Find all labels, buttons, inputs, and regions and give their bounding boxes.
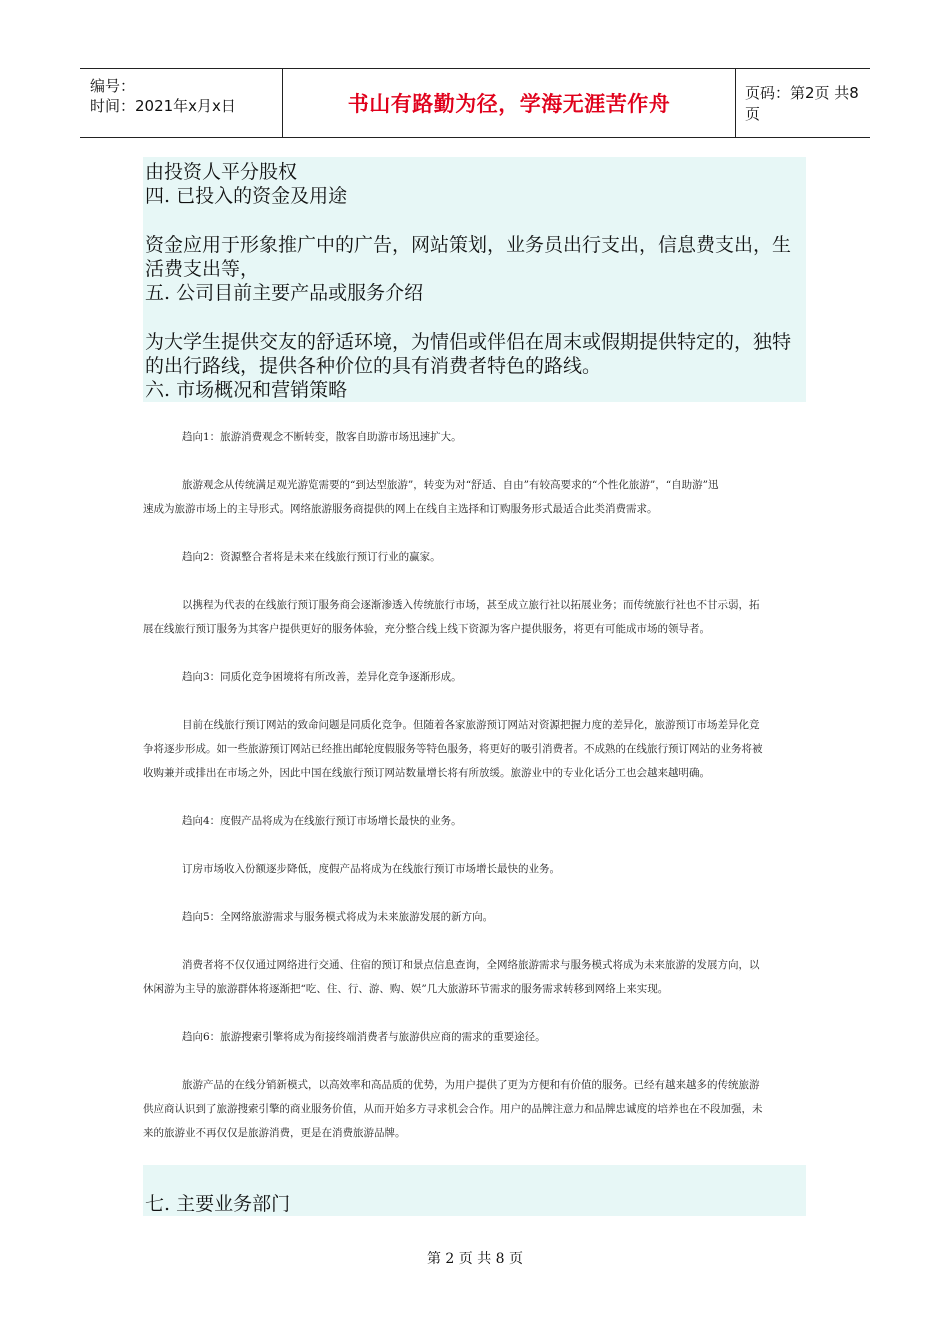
section-7-title: 七. 主要业务部门 bbox=[145, 1193, 291, 1215]
trend-1-body-line1: 旅游观念从传统满足观光游览需要的“到达型旅游”，转变为对“舒适、自由”有较高要求的“个性化旅游”，“自助游”迅 bbox=[182, 479, 719, 491]
section-4-body-line2: 活费支出等， bbox=[145, 258, 260, 280]
section-5-body-line2: 的出行路线，提供各种价位的具有消费者特色的路线。 bbox=[145, 355, 602, 377]
section-4-title: 四. 已投入的资金及用途 bbox=[145, 185, 348, 207]
trend-6-title: 趋向6：旅游搜索引擎将成为衔接终端消费者与旅游供应商的需求的重要途径。 bbox=[182, 1031, 546, 1043]
trend-2-body-line2: 展在线旅行预订服务为其客户提供更好的服务体验，充分整合线上线下资源为客户提供服务，将更有可能成市场的领导者。 bbox=[143, 623, 710, 635]
trend-2-title: 趋向2：资源整合者将是未来在线旅行预订行业的赢家。 bbox=[182, 551, 441, 563]
page-footer: 第 2 页 共 8 页 bbox=[426, 1251, 524, 1267]
document-time-label: 时间：2021年x月x日 bbox=[90, 97, 236, 115]
header-meta-cell bbox=[80, 69, 282, 137]
trend-1-title: 趋向1：旅游消费观念不断转变，散客自助游市场迅速扩大。 bbox=[182, 431, 462, 443]
trend-4-title: 趋向4：度假产品将成为在线旅行预订市场增长最快的业务。 bbox=[182, 815, 462, 827]
trend-2-body-line1: 以携程为代表的在线旅行预订服务商会逐渐渗透入传统旅行市场，甚至成立旅行社以拓展业务；而传统旅行社也不甘示弱，拓 bbox=[182, 599, 760, 611]
header-page-info: 页码：第2页 共8页 bbox=[745, 84, 859, 123]
page-header bbox=[80, 68, 870, 138]
trend-3-title: 趋向3：同质化竞争困境将有所改善，差异化竞争逐渐形成。 bbox=[182, 671, 462, 683]
header-slogan-cell bbox=[282, 69, 736, 137]
section-6-title: 六. 市场概况和营销策略 bbox=[145, 379, 348, 401]
trend-1-body-line2: 速成为旅游市场上的主导形式。网络旅游服务商提供的网上在线自主选择和订购服务形式最适合此类消费需求。 bbox=[143, 503, 658, 515]
header-page-cell bbox=[735, 69, 870, 137]
section-5-body-line1: 为大学生提供交友的舒适环境，为情侣或伴侣在周末或假期提供特定的，独特 bbox=[145, 331, 792, 353]
trend-5-title: 趋向5：全网络旅游需求与服务模式将成为未来旅游发展的新方向。 bbox=[182, 911, 494, 923]
trend-5-body-line1: 消费者将不仅仅通过网络进行交通、住宿的预订和景点信息查询，全网络旅游需求与服务模式将成为未来旅游的发展方向，以 bbox=[182, 959, 760, 971]
equity-line: 由投资人平分股权 bbox=[145, 161, 298, 183]
trend-3-body-line2: 争将逐步形成。如一些旅游预订网站已经推出邮轮度假服务等特色服务，将更好的吸引消费者。不成熟的在线旅行预订网站的业务将被 bbox=[143, 743, 763, 755]
trend-3-body-line1: 目前在线旅行预订网站的致命问题是同质化竞争。但随着各家旅游预订网站对资源把握力度的差异化，旅游预订市场差异化竞 bbox=[182, 719, 760, 731]
trend-6-body-line2: 供应商认识到了旅游搜索引擎的商业服务价值，从而开始多方寻求机会合作。用户的品牌注意力和品牌忠诚度的培养也在不段加强，未 bbox=[143, 1103, 763, 1115]
section-5-title: 五. 公司目前主要产品或服务介绍 bbox=[145, 282, 424, 304]
header-slogan: 书山有路勤为径，学海无涯苦作舟 bbox=[347, 92, 671, 116]
section-4-body-line1: 资金应用于形象推广中的广告，网站策划，业务员出行支出，信息费支出，生 bbox=[145, 234, 792, 256]
trend-6-body-line1: 旅游产品的在线分销新模式，以高效率和高品质的优势，为用户提供了更为方便和有价值的服务。已经有越来越多的传统旅游 bbox=[182, 1079, 760, 1091]
trend-5-body-line2: 休闲游为主导的旅游群体将逐渐把“吃、住、行、游、购、娱”几大旅游环节需求的服务需求转移到网络上来实现。 bbox=[143, 983, 669, 995]
trend-6-body-line3: 来的旅游业不再仅仅是旅游消费，更是在消费旅游品牌。 bbox=[143, 1127, 406, 1139]
trend-4-body-line1: 订房市场收入份额逐步降低，度假产品将成为在线旅行预订市场增长最快的业务。 bbox=[182, 863, 560, 875]
document-number-label: 编号： bbox=[90, 77, 136, 95]
trend-3-body-line3: 收购兼并或排出在市场之外，因此中国在线旅行预订网站数量增长将有所放缓。旅游业中的专业化话分工也会越来越明确。 bbox=[143, 767, 710, 779]
